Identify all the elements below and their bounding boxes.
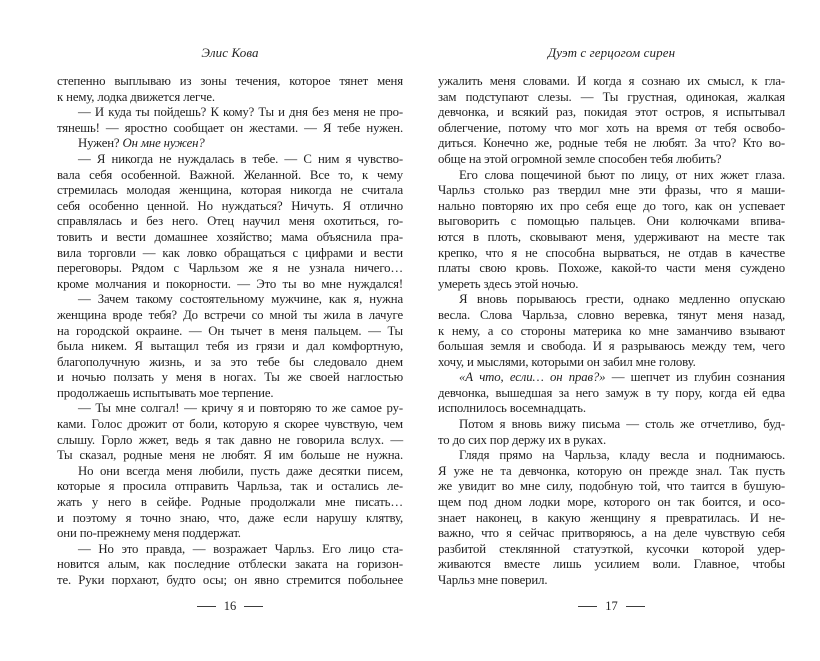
text-line: слышу. Горло жжет, ведь я так давно не говорила вслух. —	[57, 432, 403, 447]
page-number: 17	[605, 599, 618, 613]
text-line: исполнилось восемнадцать.	[438, 401, 586, 416]
text-line: большая земля и свобода. И я разрываюсь между тем, чего	[438, 339, 785, 354]
text-line: щем под дном лодки море, которого он так боится, и осо-	[438, 495, 785, 510]
text-line: к нему, а со стороны материка ко мне заманчиво взывают	[438, 323, 785, 338]
text-line: на городской окраине. — Он тычет в меня пальцем. — Ты	[57, 323, 403, 338]
text-line: степенно выплываю из зоны течения, которое тянет меня	[57, 74, 403, 88]
text-line: они по-прежнему меня поддержат.	[57, 526, 241, 541]
text-line: диться. Конечно же, родные тебя не любят. За что? Кто во-	[438, 136, 785, 151]
text-line: платы свою кровь. Похоже, какой-то части меня суждено	[438, 261, 785, 276]
text-line: зам подступают слезы. — Ты грустная, одинокая, жалкая	[438, 89, 785, 104]
text-line: вала себя особенной. Важной. Желанной. Все то, к чему	[57, 167, 403, 182]
text-line: Чарльз столько раз твердил мне эти фразы, что я маши-	[438, 183, 785, 198]
text-line: разбитой стеклянной статуэткой, кусочки которой удер-	[438, 541, 785, 556]
text-line: облегчение, потому что мог хоть на время от тебя освобо-	[438, 120, 785, 135]
text-line: себя особенно ценной. Но нуждаться? Ничуть. Я отлично	[57, 198, 403, 213]
text-line: Я вновь порываюсь грести, однако медленно опускаю	[459, 292, 785, 307]
text-line: продолжаешь испытывать мое терпение.	[57, 385, 274, 400]
page-number-row	[57, 599, 403, 614]
running-header-author: Элис Кова	[201, 45, 259, 60]
text-line: крепко, что я не способна вырваться, не отдав в качестве	[438, 245, 785, 260]
page-number-rule	[626, 606, 645, 607]
text-line: жать у него в сейфе. Родные продолжали мне писать…	[57, 495, 403, 510]
text-line: была никем. Я вытащил тебя из грязи и дал комфортную,	[57, 339, 403, 354]
text-line: — Но это правда, — возражает Чарльз. Его лицо ста-	[78, 541, 403, 556]
text-line: живаются вместе лишь усилием воли. Главное, чтобы	[438, 557, 785, 572]
page-number-rule	[197, 606, 216, 607]
text-line: Ты сказал, родные меня не любят. Я им больше не нужна.	[57, 448, 403, 463]
text-line: тянешь! — яростно сообщает он жестами. — Я тебе нужен.	[57, 120, 403, 135]
text-line: девчонка, и всякий раз, покидая этот остров, я испытывал	[438, 105, 785, 120]
text-line: ужалить меня словами. И когда я сознаю их смысл, к гла-	[438, 74, 785, 88]
page-number-rule	[578, 606, 597, 607]
text-line: которые я просила отправить Чарльза, так и остались ле-	[57, 479, 403, 494]
book-page-right	[438, 0, 785, 661]
text-line: — И куда ты пойдешь? К кому? Ты и дня без меня не про-	[78, 105, 403, 120]
text-line: Но они всегда меня любили, пусть даже десятки писем,	[78, 463, 403, 478]
text-line: женщина вроде тебя? До встречи со мной ты жила в лачуге	[57, 307, 403, 322]
text-line: вила торговли — как ловко обращаться с цифрами и вести	[57, 245, 403, 260]
text-line: Нужен? Он мне нужен?	[78, 136, 205, 151]
text-line: ются в плоть, сковывают меня, удерживают на месте так	[438, 229, 785, 244]
text-line: нально повторяю их про себя еще до того, как он успевает	[438, 198, 785, 213]
page-number-row	[438, 599, 785, 614]
text-line: же увидит во мне силу, подобную той, что таится в бушую-	[438, 479, 785, 494]
text-line: весла. Слова Чарльза, словно веревка, тянут меня назад,	[438, 307, 785, 322]
page-number: 16	[223, 599, 237, 613]
text-line: важно, что я сейчас притворяюсь, а на деле чувствую себя	[438, 526, 785, 541]
text-line: Чарльз мне поверил.	[438, 573, 548, 587]
book-page-left	[57, 0, 403, 661]
text-line: хочу, и мыслями, которыми он забил мне голову.	[438, 354, 696, 369]
text-line: — Зачем такому состоятельному мужчине, как я, нужна	[78, 292, 403, 307]
text-line: и ночью ползать у меня в ногах. Ты же своей наглостью	[57, 370, 403, 385]
text-line: Я уже не та девчонка, которую он прежде знал. Так пусть	[438, 463, 785, 478]
text-line: — Я никогда не нуждалась в тебе. — С ним я чувство-	[78, 151, 403, 166]
page-text	[438, 74, 785, 589]
text-line: товить и вести домашнее хозяйство; мама объяснила пра-	[57, 229, 403, 244]
text-line: Его слова пощечиной бьют по лицу, от них жжет глаза.	[459, 167, 785, 182]
text-line: благополучную жизнь, и за это тебе бы следовало днем	[57, 354, 403, 369]
text-line: кроме молчания и покорности. — Это ты во мне нуждался!	[57, 276, 403, 291]
text-line: ками. Голос дрожит от боли, которую я скорее чувствую, чем	[57, 417, 403, 432]
text-line: и поэтому я точно знаю, что, даже если нарушу клятву,	[57, 510, 403, 525]
text-line: те. Руки порхают, будто осы; он явно стремится побольнее	[57, 573, 403, 587]
text-line: обще на этой огромной земле способен тебя любить?	[438, 151, 722, 166]
text-line: Глядя прямо на Чарльза, кладу весла и поднимаюсь.	[459, 448, 785, 463]
text-line: то до сих пор держу их в руках.	[438, 432, 607, 447]
text-line: знает наконец, в какую женщину я превратилась. И не-	[438, 510, 785, 525]
text-line: умереть здесь этой ночью.	[438, 276, 579, 291]
text-line: — Ты мне солгал! — кричу я и повторяю то же самое ру-	[78, 401, 403, 416]
text-line: справлялась и без него. Отец научил меня охотиться, го-	[57, 214, 403, 229]
text-line: новится алым, как последние отблески заката на горизон-	[57, 557, 403, 572]
running-header-title: Дуэт с герцогом сирен	[547, 45, 676, 60]
text-line: к нему, лодка движется легче.	[57, 89, 215, 104]
page-number-rule	[244, 606, 263, 607]
text-line: переговоры. Рядом с Чарльзом же я не узнала ничего…	[57, 261, 403, 276]
page-text	[57, 74, 403, 589]
text-line: выговорить с помощью пальцев. Они колючками впива-	[438, 214, 785, 229]
text-line: девчонка, вышедшая за него замуж в ту пору, когда ей едва	[438, 385, 785, 400]
text-line: «А что, если… он прав?» — шепчет из глубин сознания	[459, 370, 785, 385]
text-line: стремилась молодая женщина, которая никогда не считала	[57, 183, 403, 198]
text-line: Потом я вновь вижу письма — столь же отчетливо, буд-	[459, 417, 785, 432]
